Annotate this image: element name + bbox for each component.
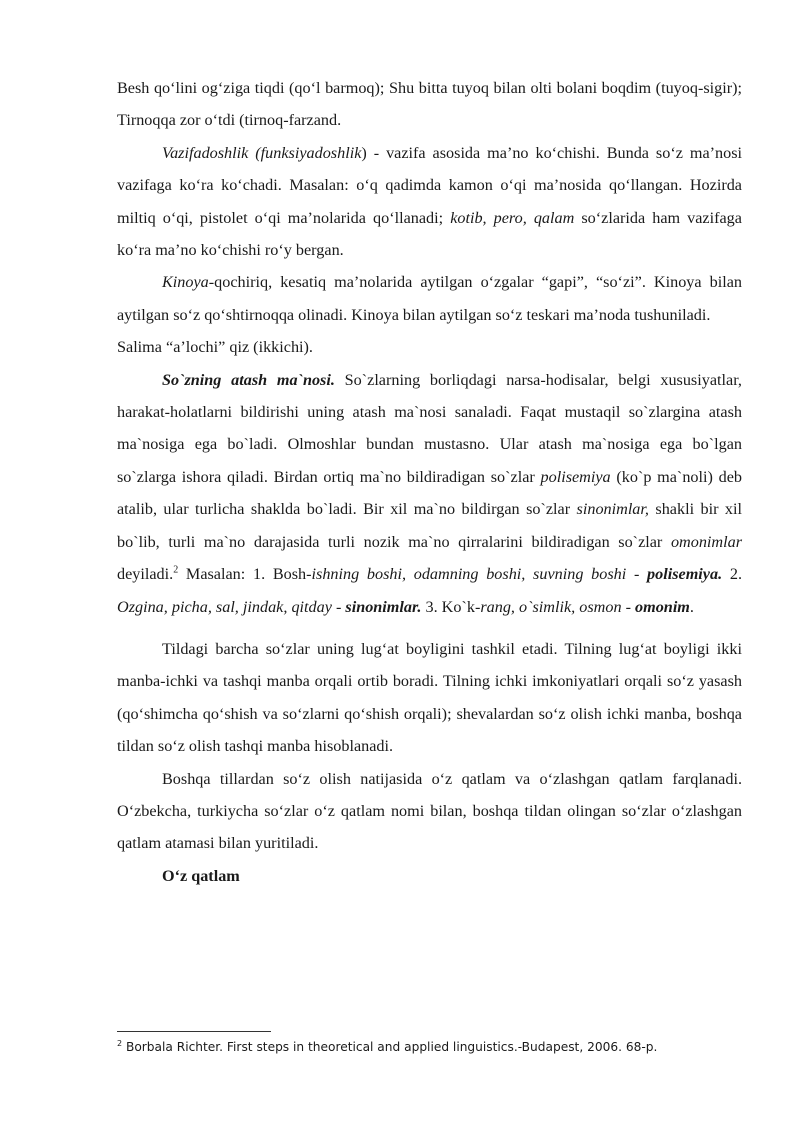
- footnote-ref[interactable]: 2: [173, 564, 179, 576]
- italic-omonimlar: omonimlar: [670, 532, 742, 551]
- paragraph-text: -: [621, 597, 636, 616]
- paragraph-examples: [117, 72, 742, 137]
- paragraph-text: -qochiriq, kesatiq ma’nolarida aytilgan o‘zgalar “gapi”, “so‘zi”. Kinoya bilan aytilgan so‘z qo‘shtirnoqqa olinadi. Kinoya bilan aytilgan so‘z teskari ma’noda tushuniladi.: [117, 273, 742, 324]
- paragraph-text: 2.: [722, 565, 742, 584]
- paragraph-text: 3. Ko`k-: [421, 597, 481, 616]
- italic-example: rang, o`simlik, osmon: [480, 597, 622, 616]
- paragraph-lugat-boyligi: [117, 633, 742, 763]
- paragraph-text: Salima “a’lochi” qiz (ikkichi).: [117, 338, 313, 357]
- paragraph-text: -: [331, 597, 346, 616]
- bold-italic-polisemiya: polisemiya.: [647, 565, 723, 584]
- italic-polisemiya: polisemiya: [540, 467, 611, 486]
- body-text: [117, 72, 742, 892]
- paragraph-text: .: [689, 597, 694, 616]
- section-heading-oz-qatlam: O‘z qatlam: [162, 866, 240, 885]
- paragraph-atash-manosi: [117, 364, 742, 623]
- paragraph-text: Boshqa tillardan so‘z olish natijasida o‘z qatlam va o‘zlashgan qatlam farqlanadi. O‘zbekcha, turkiycha so‘zlar o‘z qatlam nomi bilan, boshqa tildan olingan so‘zlar o‘zlashgan qatlam atamasi bilan yuritiladi.: [117, 769, 742, 853]
- term-kinoya: Kinoya: [162, 273, 209, 292]
- term-atash-manosi: So`zning atash ma`nosi.: [162, 370, 335, 389]
- paragraph-text: ) - vazifa asosida ma’no ko‘chishi. Bunda so‘z ma’nosi vazifaga ko‘ra ko‘chadi. Masalan: o‘q qadimda kamon o‘qi ma’nosida qo‘llangan. Hozirda miltiq o‘qi, pistolet o‘qi ma’nolarida qo‘llanadi;: [117, 143, 743, 227]
- paragraph-qatlamlar: [117, 763, 742, 860]
- paragraph-example-salima: [117, 331, 742, 363]
- italic-example: ishning boshi, odamning boshi, suvning boshi: [311, 565, 627, 584]
- term-vazifadoshlik: Vazifadoshlik (funksiyadoshlik: [162, 143, 362, 162]
- paragraph-text: shakli bir xil bo`lib, turli ma`no darajasida turli nozik ma`no qirralarini bildiradigan so`zlar: [117, 500, 742, 551]
- paragraph-text: Tildagi barcha so‘zlar uning lug‘at boyligini tashkil etadi. Tilning lug‘at boyligi ikki manba-ichki va tashqi manba orqali ortib boradi. Tilning ichki imkoniyatlari orqali so‘z yasash (qo‘shimcha qo‘shish va so‘zlarni qo‘shish orqali); shevalardan so‘z olish ichki manba, boshqa tildan so‘z olish tashqi manba hisoblanadi.: [117, 639, 742, 756]
- footnote: [117, 1038, 757, 1056]
- bold-italic-omonim: omonim: [635, 597, 690, 616]
- footnote-number: 2: [117, 1038, 123, 1048]
- paragraph-text: deyiladi.: [117, 565, 174, 584]
- italic-examples: kotib, pero, qalam: [450, 208, 575, 227]
- bold-italic-sinonimlar: sinonimlar.: [345, 597, 422, 616]
- paragraph-vazifadoshlik: [117, 137, 742, 267]
- footnote-separator: [117, 1031, 271, 1032]
- paragraph-text: (ko`p ma`noli) deb atalib, ular turlicha shaklda bo`ladi. Bir xil ma`no bildirgan so`zlar: [117, 467, 742, 519]
- italic-example: Ozgina, picha, sal, jindak, qitday: [117, 597, 332, 616]
- paragraph-text: so‘zlarida ham vazifaga ko‘ra ma’no ko‘chishi ro‘y bergan.: [117, 208, 742, 260]
- paragraph-text: -: [626, 565, 648, 584]
- paragraph-text: So`zlarning borliqdagi narsa-hodisalar, belgi xususiyatlar, harakat-holatlarni bildirishi uning atash ma`nosi sanaladi. Faqat mustaqil so`zlargina atash ma`nosiga ega bo`ladi. Olmoshlar bundan mustasno. Ular atash ma`nosiga ega bo`lgan so`zlarga ishora qiladi. Birdan ortiq ma`no bildiradigan so`zlar: [117, 370, 742, 486]
- footnote-text: Borbala Richter. First steps in theoretical and applied linguistics.-Budapest, 2006. 68-p.: [122, 1040, 658, 1054]
- italic-sinonimlar: sinonimlar,: [576, 500, 649, 519]
- paragraph-text: Besh qo‘lini og‘ziga tiqdi (qo‘l barmoq); Shu bitta tuyoq bilan olti bolani boqdim (tuyoq-sigir); Tirnoqqa zor o‘tdi (tirnoq-farzand.: [117, 79, 742, 130]
- paragraph-kinoya: [117, 266, 742, 331]
- paragraph-gap: [117, 623, 742, 633]
- paragraph-text: Masalan: 1. Bosh-: [178, 565, 312, 584]
